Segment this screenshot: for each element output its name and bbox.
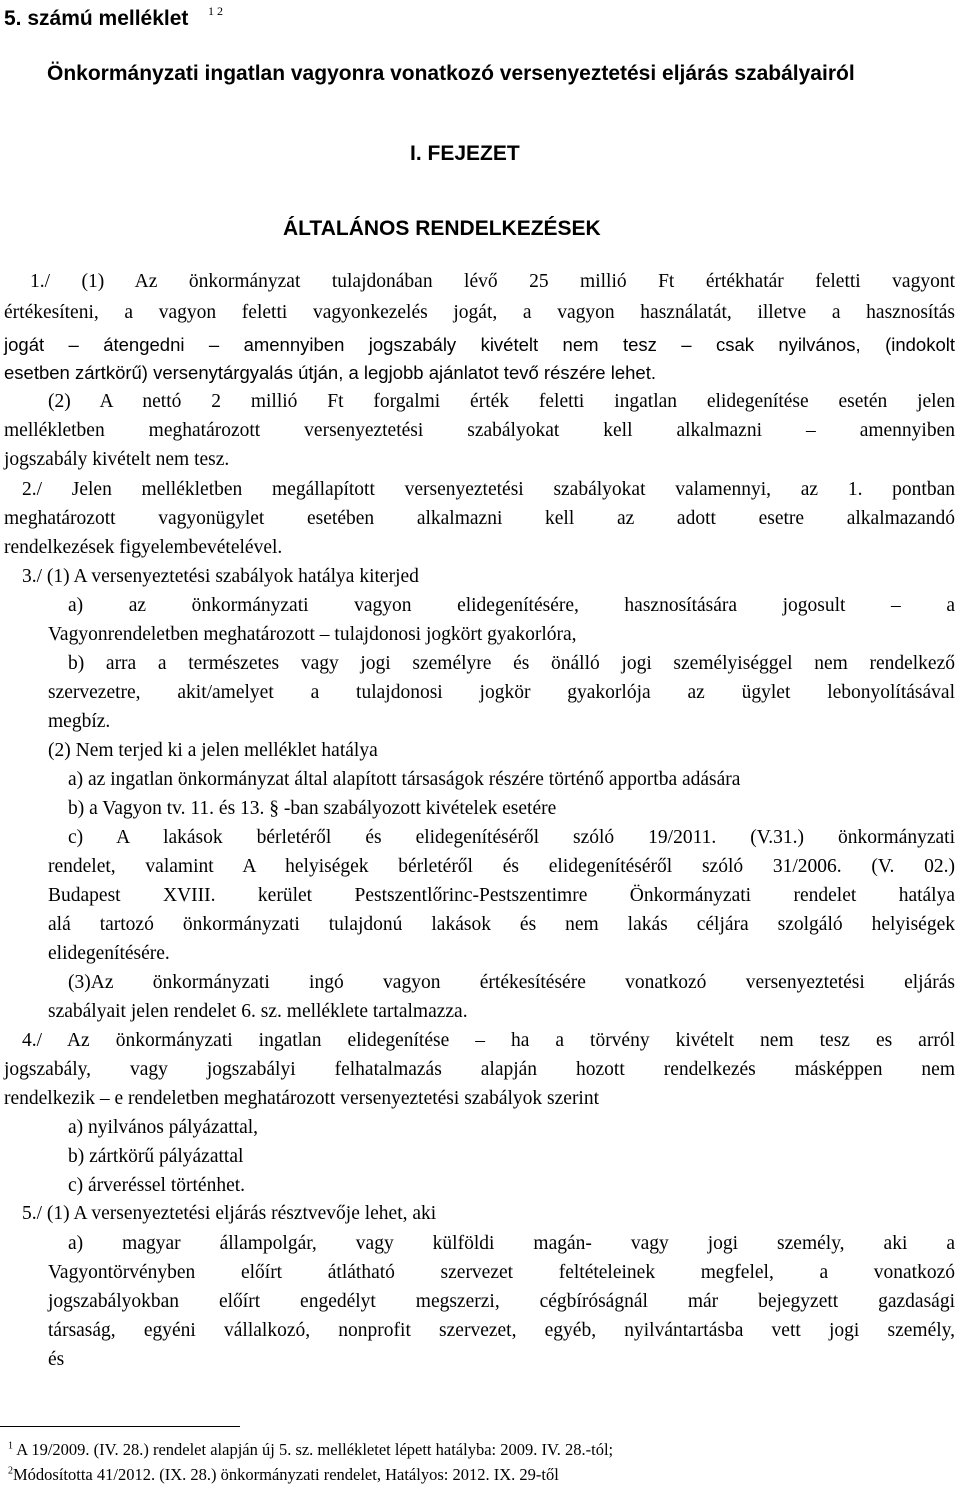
section-3-2-c-line-3: Budapest XVIII. kerület Pestszentlőrinc-Pestszentimre Önkormányzati rendelet hatálya <box>48 885 955 906</box>
section-4-c: c) árveréssel történhet. <box>68 1175 246 1196</box>
section-3-3-line-1: (3)Az önkormányzati ingó vagyon értékesítésére vonatkozó versenyeztetési eljárás <box>68 972 955 993</box>
section-1-line-1: 1./ (1) Az önkormányzat tulajdonában lévő 25 millió Ft értékhatár feletti vagyont <box>30 271 955 292</box>
section-2-line-3: rendelkezések figyelembevételével. <box>4 537 283 558</box>
section-3-b-line-2: szervezetre, akit/amelyet a tulajdonosi jogkör gyakorlója az ügylet lebonyolításával <box>48 682 955 703</box>
section-1-2-line-2: mellékletben meghatározott versenyeztetési szabályokat kell alkalmazni – amennyiben <box>4 420 955 441</box>
section-3-2-c-line-1: c) A lakások bérletéről és elidegenítéséről szóló 19/2011. (V.31.) önkormányzati <box>68 827 955 848</box>
section-3-line-1: 3./ (1) A versenyeztetési szabályok hatálya kiterjed <box>22 566 419 587</box>
footnote-2 <box>8 1465 559 1485</box>
footnote-1-text: A 19/2009. (IV. 28.) rendelet alapján új 5. sz. mellékletet lépett hatályba: 2009. IV. 28.-tól; <box>16 1440 614 1459</box>
section-1-line-3: jogát – átengedni – amennyiben jogszabály kivételt nem tesz – csak nyilvános, (indokolt <box>4 334 955 355</box>
section-3-a-line-1: a) az önkormányzati vagyon elidegenítésére, hasznosítására jogosult – a <box>68 595 955 616</box>
section-4-line-1: 4./ Az önkormányzati ingatlan elidegenítése – ha a törvény kivételt nem tesz es arról <box>22 1030 955 1051</box>
section-1-line-2: értékesíteni, a vagyon feletti vagyonkezelés jogát, a vagyon használatát, illetve a hasznosítás <box>4 302 955 323</box>
section-1-line-4: esetben zártkörű) versenytárgyalás útján, a legjobb ajánlatot tevő részére lehet. <box>4 362 656 383</box>
annex-footnote-marks: 1 2 <box>208 4 223 18</box>
footnote-2-text: Módosította 41/2012. (IX. 28.) önkormányzati rendelet, Hatályos: 2012. IX. 29-től <box>13 1465 559 1484</box>
footnote-2-mark: 2 <box>8 1465 13 1477</box>
footnote-separator <box>0 1426 240 1427</box>
section-3-3-line-2: szabályait jelen rendelet 6. sz. melléklete tartalmazza. <box>48 1001 468 1022</box>
section-3-2-b: b) a Vagyon tv. 11. és 13. § -ban szabályozott kivételek esetére <box>68 798 557 819</box>
section-5-a-line-1: a) magyar állampolgár, vagy külföldi magán- vagy jogi személy, aki a <box>68 1233 955 1254</box>
chapter-heading: I. FEJEZET <box>410 142 520 165</box>
section-4-a: a) nyilvános pályázattal, <box>68 1117 259 1138</box>
section-3-b-line-1: b) arra a természetes vagy jogi személyre és önálló jogi személyiséggel nem rendelkező <box>68 653 955 674</box>
section-5-a-line-5: és <box>48 1349 65 1370</box>
section-3-2-c-line-4: alá tartozó önkormányzati tulajdonú lakások és nem lakás céljára szolgáló helyiségek <box>48 914 955 935</box>
chapter-title: ÁLTALÁNOS RENDELKEZÉSEK <box>283 217 601 240</box>
section-4-b: b) zártkörű pályázattal <box>68 1146 244 1167</box>
section-3-2-c-line-5: elidegenítésére. <box>48 943 170 964</box>
section-3-2-line-1: (2) Nem terjed ki a jelen melléklet hatálya <box>48 740 378 761</box>
section-4-line-3: rendelkezik – e rendeletben meghatározott versenyeztetési szabályok szerint <box>4 1088 600 1109</box>
footnote-1 <box>8 1440 613 1460</box>
section-3-b-line-3: megbíz. <box>48 711 111 732</box>
footnote-1-mark: 1 <box>8 1440 13 1452</box>
section-1-2-line-3: jogszabály kivételt nem tesz. <box>4 449 230 470</box>
section-4-line-2: jogszabály, vagy jogszabályi felhatalmazás alapján hozott rendelkezés másképpen nem <box>4 1059 955 1080</box>
section-3-2-a: a) az ingatlan önkormányzat által alapított társaságok részére történő apportba adására <box>68 769 741 790</box>
section-2-line-1: 2./ Jelen mellékletben megállapított versenyeztetési szabályokat valamennyi, az 1. pontban <box>22 479 955 500</box>
section-5-a-line-2: Vagyontörvényben előírt átlátható szervezet feltételeinek megfelel, a vonatkozó <box>48 1262 955 1283</box>
section-2-line-2: meghatározott vagyonügylet esetében alkalmazni kell az adott esetre alkalmazandó <box>4 508 955 529</box>
section-1-2-line-1: (2) A nettó 2 millió Ft forgalmi érték feletti ingatlan elidegenítése esetén jelen <box>48 391 955 412</box>
annex-number: 5. számú melléklet <box>4 7 189 30</box>
section-3-2-c-line-2: rendelet, valamint A helyiségek bérletéről és elidegenítéséről szóló 31/2006. (V. 02.) <box>48 856 955 877</box>
section-3-a-line-2: Vagyonrendeletben meghatározott – tulajdonosi jogkört gyakorlóra, <box>48 624 577 645</box>
document-title: Önkormányzati ingatlan vagyonra vonatkozó versenyeztetési eljárás szabályairól <box>47 62 855 85</box>
section-5-a-line-4: társaság, egyéni vállalkozó, nonprofit szervezet, egyéb, nyilvántartásba vett jogi személy, <box>48 1320 955 1341</box>
section-5-line-1: 5./ (1) A versenyeztetési eljárás résztvevője lehet, aki <box>22 1203 437 1224</box>
section-5-a-line-3: jogszabályokban előírt engedélyt megszerzi, cégbíróságnál már bejegyzett gazdasági <box>48 1291 955 1312</box>
